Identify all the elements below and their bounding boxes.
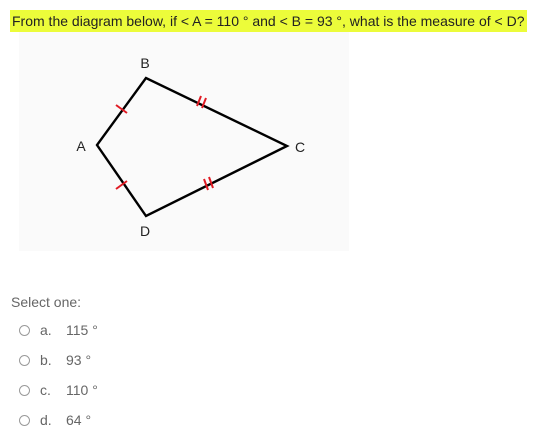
option-letter: b.	[40, 352, 52, 368]
radio-button-icon[interactable]	[19, 385, 30, 396]
vertex-label-c: C	[294, 139, 306, 155]
radio-button-icon[interactable]	[19, 415, 30, 426]
vertex-label-d: D	[139, 223, 151, 239]
radio-button-icon[interactable]	[19, 325, 30, 336]
option-letter: c.	[40, 382, 51, 398]
kite-diagram	[19, 32, 349, 251]
option-letter: a.	[40, 322, 52, 338]
answer-options	[19, 315, 98, 435]
select-one-prompt: Select one:	[11, 294, 82, 310]
vertex-label-b: B	[140, 55, 150, 71]
option-value: 110 °	[66, 382, 98, 398]
answer-option-d[interactable]	[19, 405, 98, 435]
radio-button-icon[interactable]	[19, 355, 30, 366]
answer-option-a[interactable]	[19, 315, 98, 345]
option-value: 115 °	[66, 322, 98, 338]
kite-outline	[97, 78, 287, 216]
option-value: 93 °	[66, 352, 92, 368]
vertex-label-a: A	[76, 138, 86, 154]
option-letter: d.	[40, 412, 52, 428]
option-value: 64 °	[66, 412, 92, 428]
answer-option-c[interactable]	[19, 375, 98, 405]
double-tick-dc	[204, 177, 213, 190]
answer-option-b[interactable]	[19, 345, 98, 375]
question-text: From the diagram below, if < A = 110 ° and < B = 93 °, what is the measure of < D?	[10, 10, 527, 32]
kite-figure	[19, 32, 349, 251]
